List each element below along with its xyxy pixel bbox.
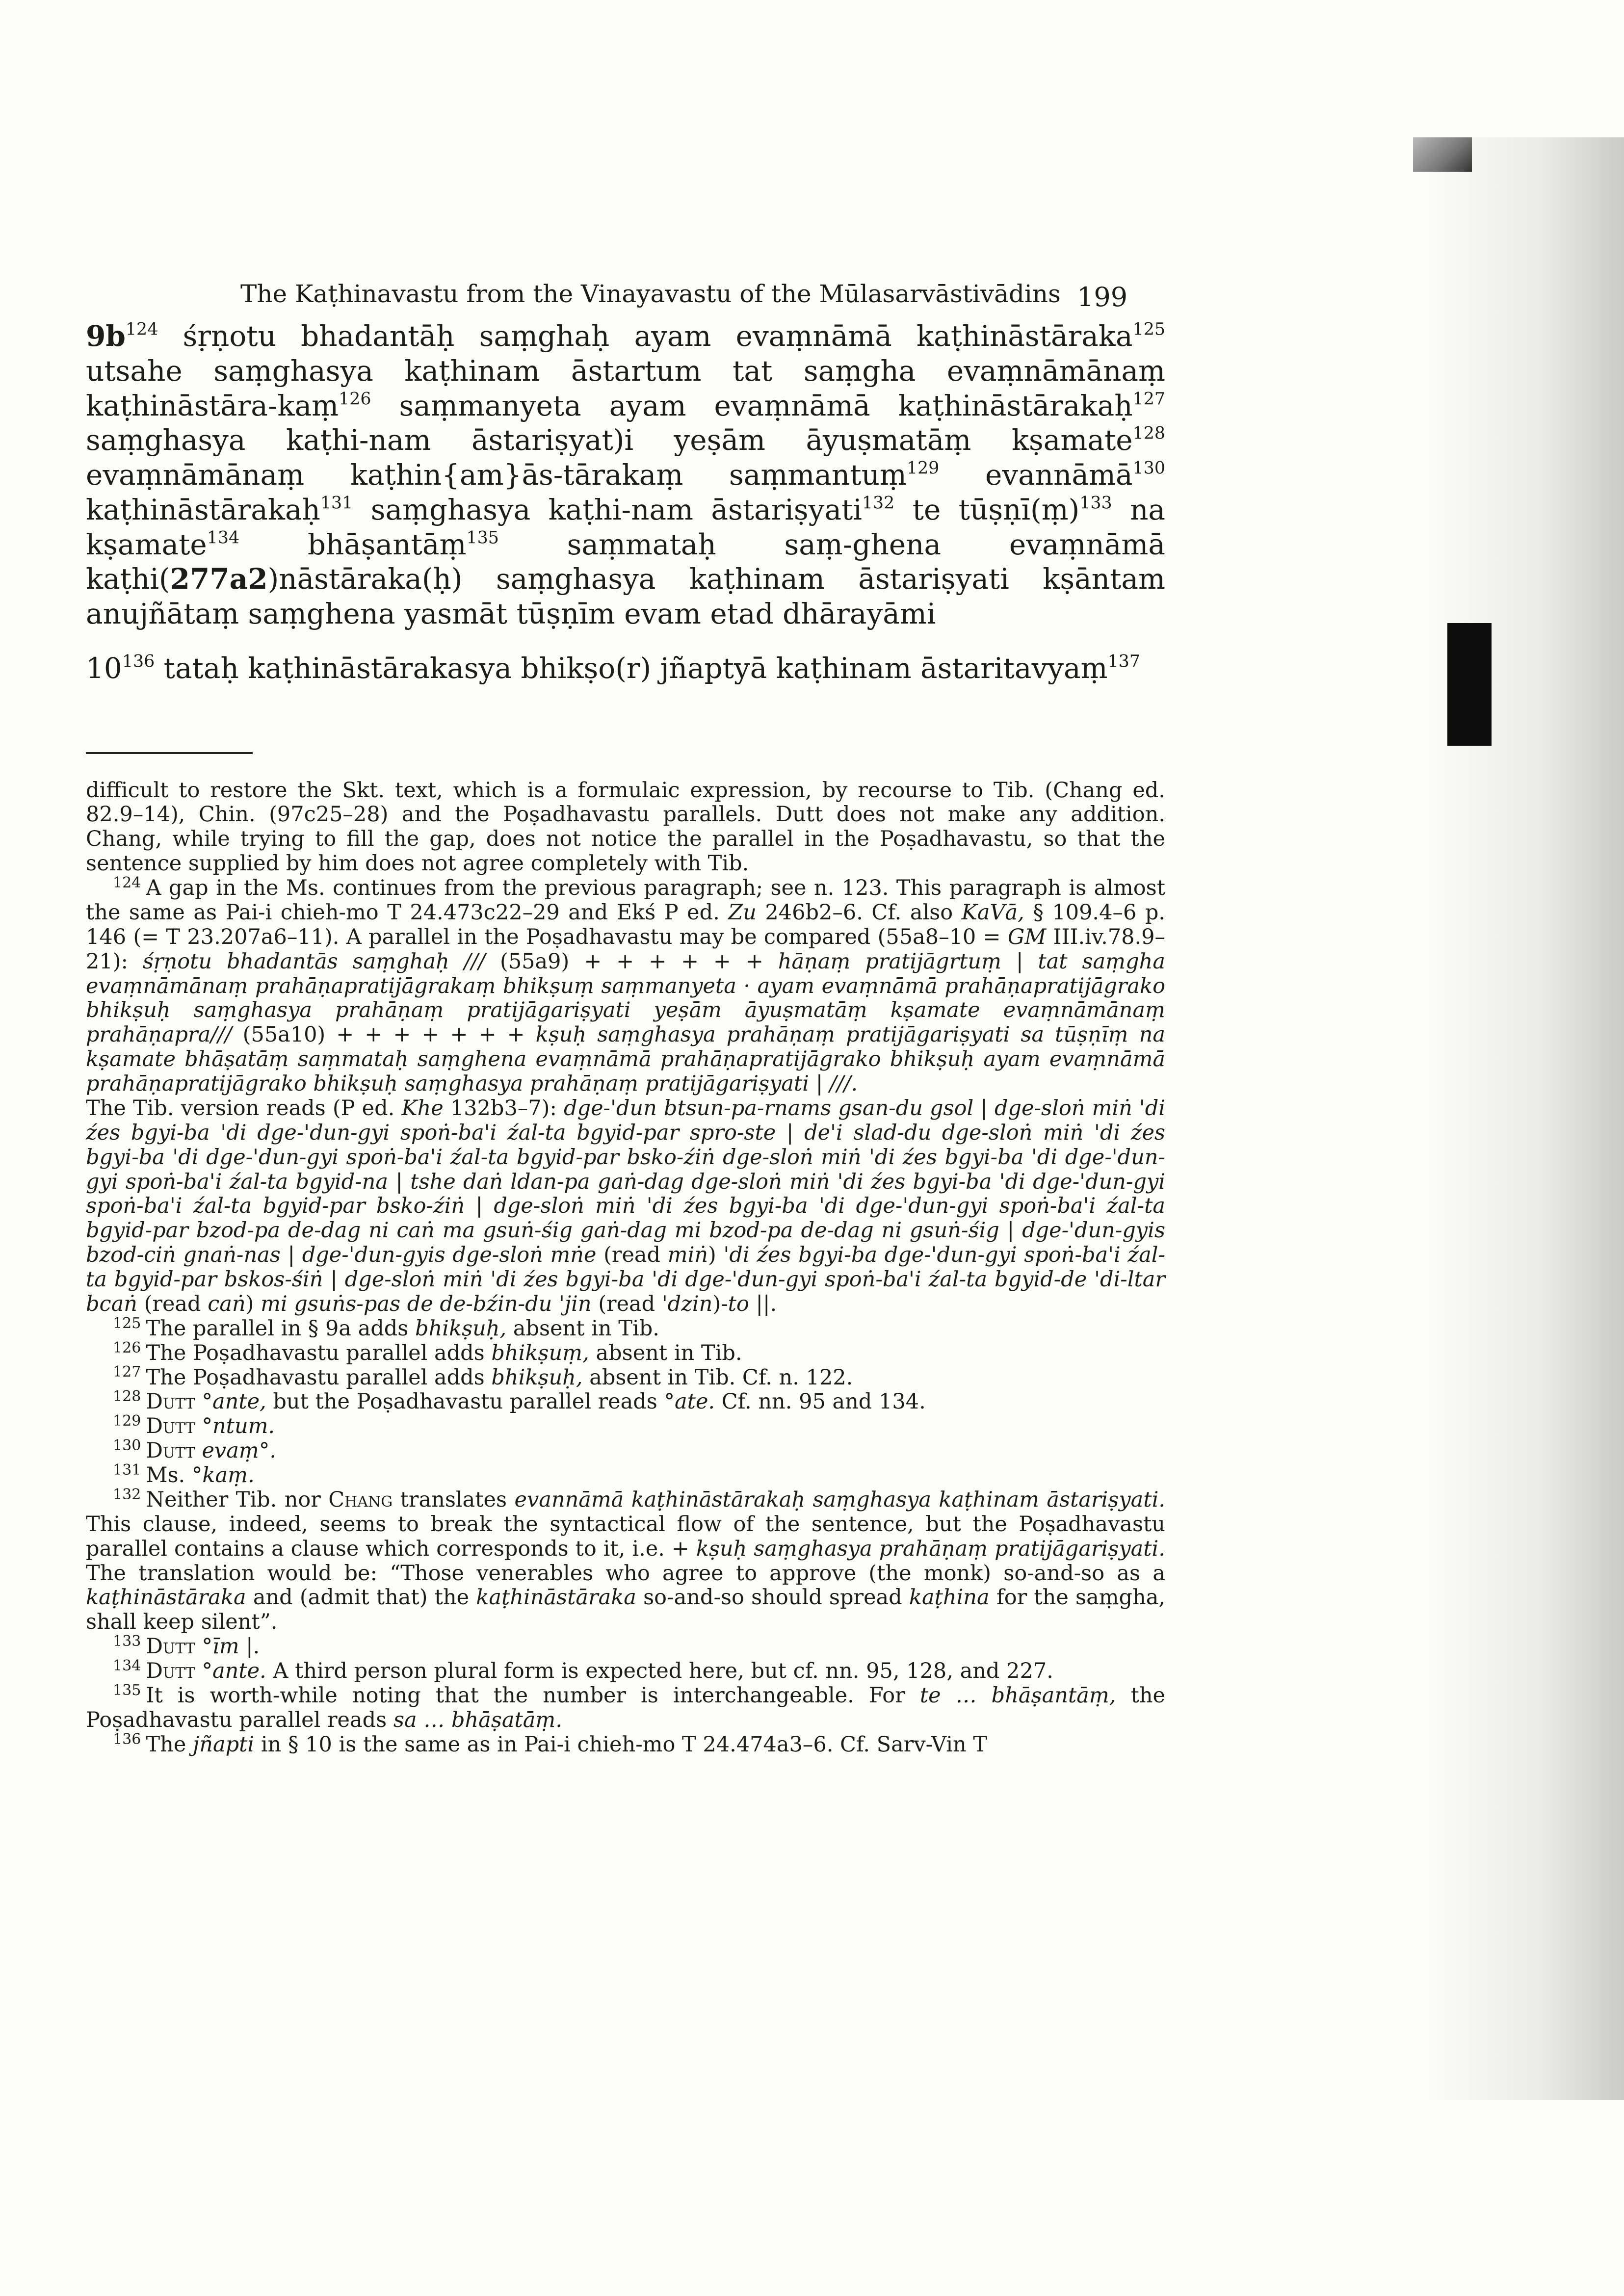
footnote-number: 131 — [113, 1461, 141, 1479]
text-run: The translation would be: “Those venerables who agree to approve (the monk) so-and-so as a — [86, 1561, 1165, 1586]
footnote-ref: 130 — [1132, 458, 1165, 478]
text-italic: to — [728, 1291, 749, 1316]
text-run: kaṭhināstārakaḥ — [86, 493, 320, 526]
footnote-131 — [86, 1463, 1165, 1488]
text-run: Ms. — [146, 1463, 192, 1487]
author-name: Dutt — [146, 1438, 195, 1463]
footnote-ref: 124 — [125, 319, 158, 339]
text-run: ) — [245, 1291, 261, 1316]
footnotes — [86, 779, 1165, 1757]
text-italic: Khe — [401, 1096, 444, 1121]
text-italic: kaṭhināstāraka — [476, 1585, 636, 1610]
footnote-number: 126 — [113, 1339, 141, 1357]
footnote-ref: 133 — [1079, 493, 1112, 513]
scan-edge-shadow — [1418, 137, 1624, 2100]
footnote-ref: 127 — [1132, 389, 1165, 409]
footnote-135 — [86, 1681, 1166, 1733]
paragraph-9b — [86, 319, 1165, 631]
text-run: saṃghasya kaṭhi-nam āstariṣyat)i yeṣām āyuṣmatāṃ kṣamate — [86, 423, 1133, 457]
scan-black-tab — [1447, 623, 1492, 746]
text-italic: kṣuḥ saṃghasya prahāṇaṃ pratijāgariṣyati. — [696, 1536, 1165, 1561]
footnote-number: 124 — [113, 874, 141, 891]
text-run: )nāstāraka(ḥ) saṃghasya kaṭhinam āstariṣyati kṣāntam anujñātaṃ saṃghena yasmāt tūṣṇīm evam etad dhārayāmi — [86, 562, 1165, 630]
footnote-continuation: difficult to restore the Skt. text, which is a formulaic expression, by recourse to Tib. (Chang ed. 82.9–14), Chin. (97c25–28) and the Poṣadhavastu parallels. Dutt does not make any addition. Chang, while trying to fill the gap, does not notice the parallel in the Poṣadhavastu, so that the sentence supplied by him does not agree completely with Tib. — [86, 778, 1165, 876]
text-italic: GM — [1007, 924, 1047, 949]
text-italic: Zu — [728, 900, 757, 925]
text-run: tataḥ kaṭhināstārakasya bhikṣo(r) jñaptyā kaṭhinam āstaritavyaṃ — [155, 651, 1108, 685]
footnote-136 — [86, 1730, 1165, 1757]
text-run: and (admit that) the — [246, 1585, 476, 1610]
footnote-number: 134 — [113, 1657, 141, 1674]
page — [86, 275, 1165, 1757]
footnote-ref: 126 — [339, 389, 371, 409]
footnote-ref: 132 — [862, 493, 895, 513]
text-run: (55a9) + + + + + + — [485, 949, 778, 974]
text-run: (read — [591, 1291, 662, 1316]
text-run: (55a10) + + + + + + + — [232, 1022, 536, 1047]
footnote-rule — [86, 752, 253, 754]
text-run: for the saṃgha, shall keep silent”. — [86, 1585, 1165, 1635]
text-run: saṃghasya kaṭhi-nam āstariṣyati — [353, 493, 862, 526]
text-run: evannāmā — [939, 458, 1133, 492]
footnote-125 — [86, 1314, 1165, 1341]
text-italic: °ante. — [195, 1659, 266, 1683]
text-italic: °īm — [195, 1634, 239, 1659]
footnote-number: 129 — [113, 1412, 141, 1430]
text-italic: °kaṃ. — [191, 1463, 255, 1487]
text-italic: jñapti — [192, 1732, 255, 1757]
footnote-133 — [86, 1635, 1165, 1659]
text-run: It is worth-while noting that the number is interchangeable. For — [146, 1683, 920, 1708]
text-run: in § 10 is the same as in Pai-i chieh-mo T 24.474a3–6. Cf. Sarv-Vin T — [254, 1732, 988, 1757]
footnote-126 — [86, 1341, 1165, 1366]
text-run: A gap in the Ms. continues from the previous paragraph; see n. 123. This paragraph is almost the same as Pai-i chieh-mo T 24.473c22–29 and Ekś P ed. — [86, 876, 1165, 925]
text-run: utsahe saṃghasya kaṭhinam āstartum tat saṃgha evaṃnāmānaṃ kaṭhināstāra-kaṃ — [86, 354, 1165, 422]
text-italic: KaVā, — [961, 900, 1024, 925]
author-name: Dutt — [146, 1389, 195, 1414]
text-italic: kṣuḥ saṃghasya prahāṇaṃ pratijāgariṣyati sa tūṣṇīṃ na kṣamate bhāṣatāṃ saṃmataḥ saṃghena evaṃnāmā prahāṇapratijāgrako bhikṣuḥ ayam evaṃnāmā prahāṇapratijāgrako bhikṣuḥ saṃghasya prahāṇaṃ pratijāgariṣyati | ///. — [86, 1022, 1165, 1096]
text-run: (read — [596, 1243, 668, 1268]
text-run: translates — [393, 1487, 515, 1512]
text-italic: bhikṣuṃ, — [491, 1340, 589, 1365]
footnote-132 — [86, 1488, 1165, 1635]
text-run: 132b3–7): — [443, 1096, 564, 1121]
text-italic: °ante, — [195, 1389, 266, 1414]
footnote-ref: 135 — [466, 527, 499, 548]
text-run: The parallel in § 9a adds — [146, 1316, 416, 1341]
text-italic: dge-'dun btsun-pa-rnams gsan-du gsol | dge-sloṅ miṅ 'di źes bgyi-ba 'di dge-'dun-gyi spoṅ-ba'i źal-ta bgyid-par spro-ste | de'i slad-du dge-sloṅ miṅ 'di źes bgyi-ba 'di dge-'dun-gyi spoṅ-ba'i źal-ta bgyid-par bsko-źiṅ dge-sloṅ miṅ 'di źes bgyi-ba 'di dge-'dun-gyi spoṅ-ba'i źal-ta bgyid-na | tshe daṅ ldan-pa gaṅ-dag dge-sloṅ miṅ 'di źes bgyi-ba 'di dge-'dun-gyi spoṅ-ba'i źal-ta bgyid-par bsko-źiṅ | dge-sloṅ miṅ 'di źes bgyi-ba 'di dge-'dun-gyi spoṅ-ba'i źal-ta bgyid-par bzod-pa de-dag ni caṅ ma gsuṅ-śig gaṅ-dag mi bzod-pa de-dag ni gsuṅ-śig | dge-'dun-gyis bzod-ciṅ gnaṅ-nas | dge-'dun-gyis dge-sloṅ mṅe — [86, 1096, 1165, 1268]
running-head — [86, 275, 1165, 319]
footnote-number: 127 — [113, 1363, 141, 1381]
text-run: absent in Tib. Cf. n. 122. — [582, 1365, 853, 1390]
text-run: § 109.4–6 p. 146 (= T 23.207a6–11). A parallel in the Poṣadhavastu may be compared (55a8–10 = — [86, 900, 1166, 949]
text-run: 246b2–6. Cf. also — [756, 900, 962, 925]
text-run: This clause, indeed, seems to break the syntactical flow of the sentence, but the Poṣadhavastu parallel contains a clause which corresponds to it, i.e. + — [86, 1512, 1165, 1561]
footnote-number: 130 — [113, 1437, 141, 1455]
footnote-ref: 125 — [1132, 319, 1165, 339]
author-name: Dutt — [146, 1659, 195, 1683]
text-run: te tūṣṇī(ṃ) — [894, 493, 1080, 526]
footnote-number: 125 — [113, 1314, 141, 1332]
text-run: saṃmataḥ saṃ-ghena evaṃnāmā kaṭhi( — [86, 527, 1165, 596]
section-number: 9b — [86, 319, 126, 353]
text-run: ) — [708, 1243, 724, 1268]
text-italic: caṅ — [208, 1291, 246, 1316]
text-italic: evaṃ°. — [195, 1438, 276, 1463]
text-italic: kaṭhināstāraka — [86, 1585, 246, 1610]
text-italic: hāṇaṃ pratijāgrtuṃ | tat saṃgha evaṃnāmānaṃ prahāṇapratijāgrakaṃ bhikṣuṃ saṃmanyeta · ayam evaṃnāmā prahāṇapratijāgrako bhikṣuḥ saṃghasya prahāṇaṃ pratijāgariṣyati yeṣām āyuṣmatāṃ kṣamate evaṃnāmānaṃ prahāṇapra/// — [86, 949, 1165, 1047]
footnote-129 — [86, 1414, 1165, 1439]
footnote-number: 133 — [113, 1633, 141, 1650]
main-text — [86, 319, 1165, 686]
text-italic: miṅ — [667, 1243, 708, 1268]
footnote-134 — [86, 1659, 1165, 1684]
text-run: the Poṣadhavastu parallel reads — [86, 1683, 1166, 1732]
footnote-124 — [86, 876, 1165, 1096]
folio-marker: 277a2 — [170, 562, 268, 596]
text-run: saṃmanyeta ayam evaṃnāmā kaṭhināstārakaḥ — [371, 389, 1133, 422]
text-run: so-and-so should spread — [636, 1585, 909, 1610]
scan-corner-mark — [1413, 137, 1472, 172]
footnote-ref: 136 — [122, 652, 155, 672]
text-italic: bhikṣuḥ, — [415, 1316, 507, 1341]
text-run: evaṃnāmānaṃ kaṭhin{am}ās-tārakaṃ saṃmantuṃ — [86, 458, 907, 492]
text-run: Cf. nn. 95 and 134. — [715, 1389, 926, 1414]
section-number: 10 — [86, 651, 122, 685]
author-name: Chang — [328, 1487, 393, 1512]
text-run: The Poṣadhavastu parallel adds — [146, 1340, 492, 1365]
text-italic: mi gsuṅs-pas de de-bźin-du 'jin — [261, 1291, 592, 1316]
footnote-ref: 128 — [1132, 423, 1165, 444]
author-name: Dutt — [146, 1634, 195, 1659]
text-run: śṛṇotu bhadantāḥ saṃghaḥ ayam evaṃnāmā kaṭhināstāraka — [183, 319, 1133, 353]
text-italic: evannāmā kaṭhināstārakaḥ saṃghasya kaṭhinam āstariṣyati. — [514, 1487, 1165, 1512]
text-italic: kaṭhina — [909, 1585, 990, 1610]
text-run: (read — [137, 1291, 208, 1316]
text-italic: śṛṇotu bhadantās saṃghaḥ /// — [142, 949, 486, 974]
text-italic: sa … bhāṣatāṃ. — [393, 1707, 563, 1732]
text-run: A third person plural form is expected here, but cf. nn. 95, 128, and 227. — [266, 1659, 1053, 1683]
text-italic: bhikṣuḥ, — [491, 1365, 583, 1390]
text-run: absent in Tib. — [589, 1340, 742, 1365]
text-italic: °ate. — [664, 1389, 715, 1414]
paragraph-10 — [86, 651, 1165, 686]
footnote-ref: 129 — [906, 458, 940, 478]
footnote-number: 132 — [113, 1486, 141, 1503]
text-italic: te … bhāṣantāṃ, — [919, 1683, 1116, 1708]
text-run: The Poṣadhavastu parallel adds — [146, 1365, 492, 1390]
footnote-127 — [86, 1363, 1165, 1390]
text-run: but the Poṣadhavastu parallel reads — [266, 1389, 664, 1414]
text-run: III.iv.78.9–21): — [86, 924, 1165, 974]
text-run: absent in Tib. — [506, 1316, 659, 1341]
footnote-124-tibetan — [86, 1096, 1165, 1317]
footnote-128 — [86, 1390, 1165, 1414]
footnote-number: 135 — [113, 1681, 141, 1699]
text-run: |. — [239, 1634, 260, 1659]
text-run: )- — [712, 1291, 728, 1316]
author-name: Dutt — [146, 1414, 195, 1439]
page-number: 199 — [1077, 282, 1128, 313]
footnote-number: 128 — [113, 1388, 141, 1406]
text-run: na kṣamate — [86, 493, 1166, 561]
footnote-number: 136 — [113, 1730, 141, 1748]
text-italic: 'di źes bgyi-ba dge-'dun-gyi spoṅ-ba'i źal-ta bgyid-par bskos-śiṅ | dge-sloṅ miṅ 'di źes bgyi-ba 'di dge-'dun-gyi spoṅ-ba'i źal-ta bgyid-de 'di-ltar bcaṅ — [86, 1243, 1165, 1316]
text-run: The Tib. version reads (P ed. — [86, 1096, 402, 1121]
text-run: The — [146, 1732, 193, 1757]
footnote-130 — [86, 1439, 1165, 1463]
text-run: Neither Tib. nor — [146, 1487, 329, 1512]
footnote-ref: 134 — [207, 527, 240, 548]
text-italic: °ntum. — [195, 1414, 275, 1439]
text-italic: 'dzin — [661, 1291, 713, 1316]
running-title: The Kaṭhinavastu from the Vinayavastu of the Mūlasarvāstivādins — [240, 280, 1061, 308]
text-run: bhāṣantāṃ — [239, 527, 467, 561]
footnote-ref: 131 — [320, 493, 353, 513]
text-run: ||. — [749, 1291, 777, 1316]
footnote-ref: 137 — [1107, 652, 1140, 672]
